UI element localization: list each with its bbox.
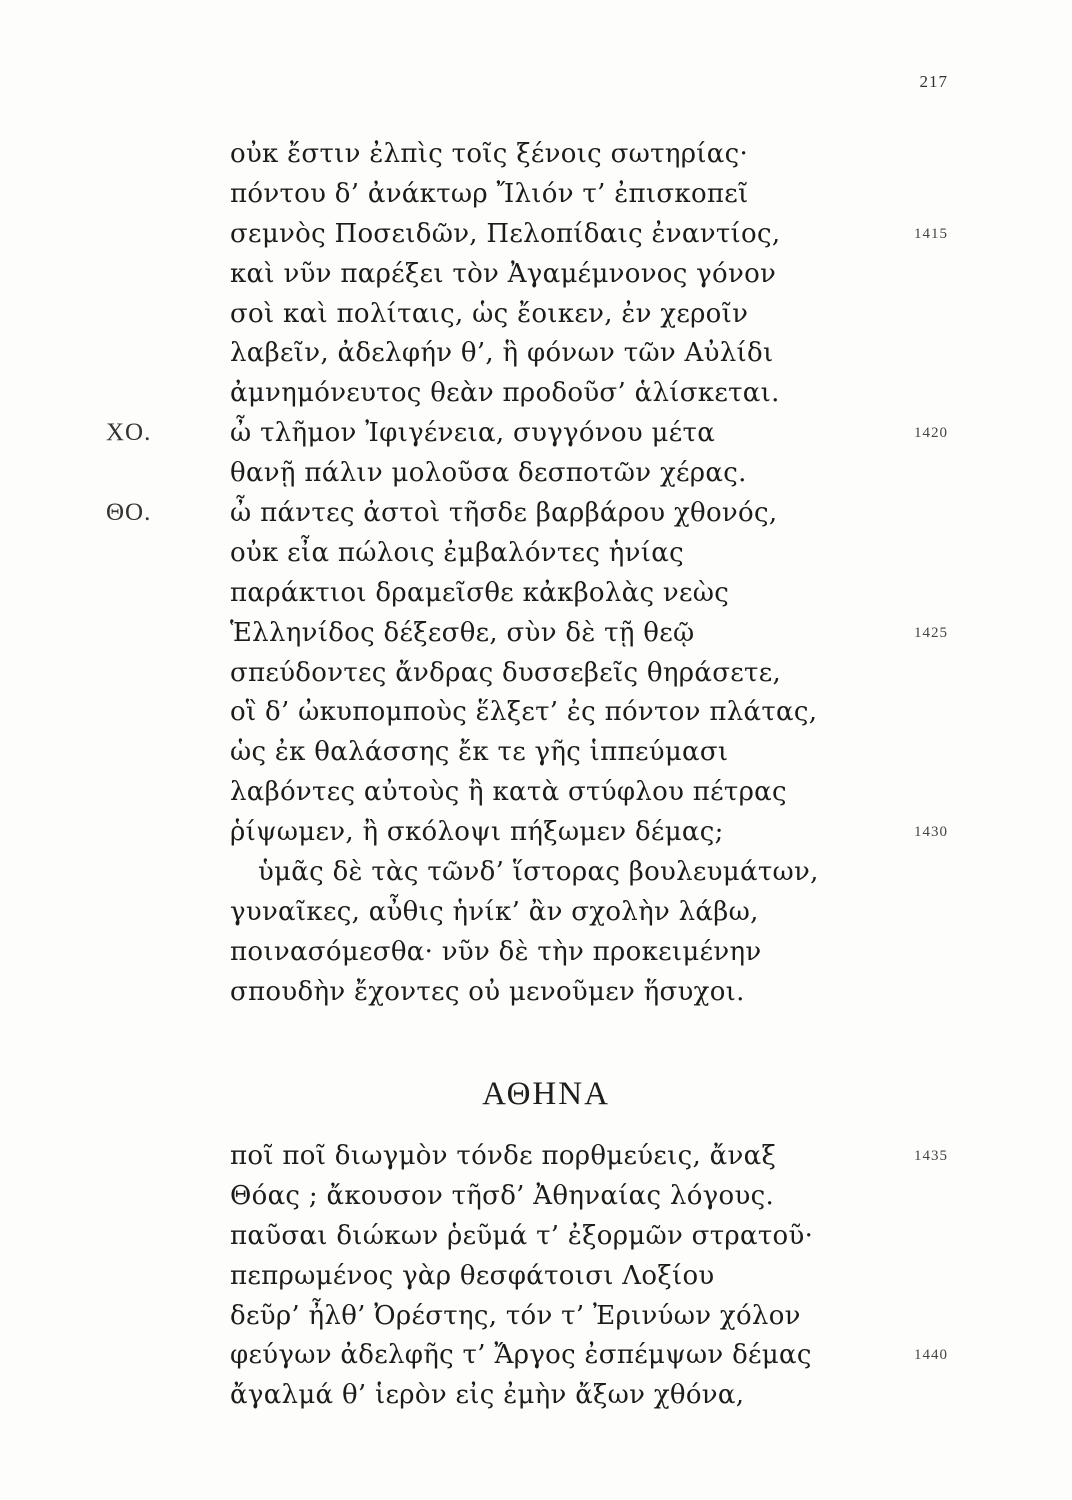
verse-text: Ἑλληνίδος δέξεσθε, σὺν δὲ τῇ θεῷ	[230, 617, 695, 648]
line-number: 1420	[914, 425, 948, 442]
verse-line	[0, 373, 1072, 413]
verse-text: οὐκ εἶα πώλοις ἐμβαλόντες ἡνίας	[230, 537, 684, 568]
line-number: 1430	[914, 824, 948, 841]
verse-text: ὦ πάντες ἀστοὶ τῆσδε βαρβάρου χθονός,	[230, 498, 778, 529]
verse-line	[0, 453, 1072, 493]
verse-line	[0, 294, 1072, 334]
verse-block-top	[0, 134, 1072, 1012]
verse-line	[0, 613, 1072, 653]
verse-line	[0, 852, 1072, 892]
verse-line	[0, 1256, 1072, 1296]
verse-text: γυναῖκες, αὖθις ἡνίκ’ ἂν σχολὴν λάβω,	[230, 896, 759, 927]
verse-line	[0, 732, 1072, 772]
verse-text: ὑμᾶς δὲ τὰς τῶνδ’ ἵστορας βουλευμάτων,	[258, 857, 819, 888]
verse-text: ποινασόμεσθα· νῦν δὲ τὴν προκειμένην	[230, 936, 762, 967]
verse-text: παῦσαι διώκων ῥεῦμά τ’ ἐξορμῶν στρατοῦ·	[230, 1220, 814, 1251]
verse-line	[0, 653, 1072, 693]
verse-text: παράκτιοι δραμεῖσθε κἀκβολὰς νεὼς	[230, 577, 730, 608]
speaker-label: ΘΟ.	[106, 499, 152, 527]
verse-line	[0, 892, 1072, 932]
verse-text: σπεύδοντες ἄνδρας δυσσεβεῖς θηράσετε,	[230, 657, 782, 688]
verse-text: σεμνὸς Ποσειδῶν, Πελοπίδαις ἐναντίος,	[230, 218, 781, 249]
line-number: 1425	[914, 624, 948, 641]
verse-line	[0, 972, 1072, 1012]
verse-line	[0, 493, 1072, 533]
verse-text: καὶ νῦν παρέξει τὸν Ἀγαμέμνονος γόνον	[230, 258, 777, 289]
verse-line	[0, 1136, 1072, 1176]
verse-line	[0, 134, 1072, 174]
verse-line	[0, 772, 1072, 812]
line-number: 1435	[914, 1148, 948, 1164]
verse-text: ὦ τλῆμον Ἰφιγένεια, συγγόνου μέτα	[230, 418, 716, 449]
verse-line	[0, 333, 1072, 373]
verse-line	[0, 1335, 1072, 1375]
verse-block-bottom	[0, 1136, 1072, 1415]
verse-line	[0, 1216, 1072, 1256]
verse-text: Θόας ; ἄκουσον τῆσδ’ Ἀθηναίας λόγους.	[230, 1180, 775, 1211]
verse-text: πεπρωμένος γὰρ θεσφάτοισι Λοξίου	[230, 1260, 715, 1291]
verse-text: πόντου δ’ ἀνάκτωρ Ἴλιόν τ’ ἐπισκοπεῖ	[230, 178, 749, 209]
verse-line	[0, 932, 1072, 972]
verse-text: οἳ δ’ ὠκυπομποὺς ἕλξετ’ ἐς πόντον πλάτας,	[230, 697, 818, 728]
speaker-label: ΧΟ.	[106, 419, 152, 447]
speaker-heading: ΑΘΗΝΑ	[482, 1076, 610, 1112]
verse-text: ῥίψωμεν, ἢ σκόλοψι πήξωμεν δέμας;	[230, 817, 724, 848]
verse-line	[0, 812, 1072, 852]
page-number: 217	[919, 72, 948, 91]
verse-line	[0, 413, 1072, 453]
verse-text: οὐκ ἔστιν ἐλπὶς τοῖς ξένοις σωτηρίας·	[230, 139, 749, 169]
verse-line	[0, 573, 1072, 613]
verse-line	[0, 1176, 1072, 1216]
verse-text: ἄγαλμά θ’ ἱερὸν εἰς ἐμὴν ἄξων χθόνα,	[230, 1380, 745, 1411]
verse-line	[0, 1296, 1072, 1336]
verse-text: ὡς ἐκ θαλάσσης ἔκ τε γῆς ἱππεύμασι	[230, 737, 729, 768]
verse-line	[0, 533, 1072, 573]
verse-line	[0, 692, 1072, 732]
line-number: 1415	[914, 225, 948, 242]
verse-line	[0, 1375, 1072, 1415]
verse-text: δεῦρ’ ἦλθ’ Ὀρέστης, τόν τ’ Ἐρινύων χόλον	[230, 1300, 801, 1331]
verse-text: ποῖ ποῖ διωγμὸν τόνδε πορθμεύεις, ἄναξ	[230, 1141, 777, 1171]
verse-text: λαβεῖν, ἀδελφήν θ’, ἣ φόνων τῶν Αὐλίδι	[230, 338, 774, 369]
verse-text: θανῇ πάλιν μολοῦσα δεσποτῶν χέρας.	[230, 458, 747, 489]
verse-line	[0, 254, 1072, 294]
line-number: 1440	[914, 1347, 948, 1364]
verse-line	[0, 214, 1072, 254]
verse-text: σοὶ καὶ πολίταις, ὡς ἔοικεν, ἐν χεροῖν	[230, 298, 749, 329]
verse-text: ἀμνημόνευτος θεὰν προδοῦσ’ ἁλίσκεται.	[230, 378, 780, 409]
verse-text: σπουδὴν ἔχοντες οὐ μενοῦμεν ἥσυχοι.	[230, 976, 745, 1007]
verse-text: φεύγων ἀδελφῆς τ’ Ἄργος ἐσπέμψων δέμας	[230, 1340, 812, 1371]
verse-line	[0, 174, 1072, 214]
verse-text: λαβόντες αὐτοὺς ἢ κατὰ στύφλου πέτρας	[230, 777, 787, 808]
